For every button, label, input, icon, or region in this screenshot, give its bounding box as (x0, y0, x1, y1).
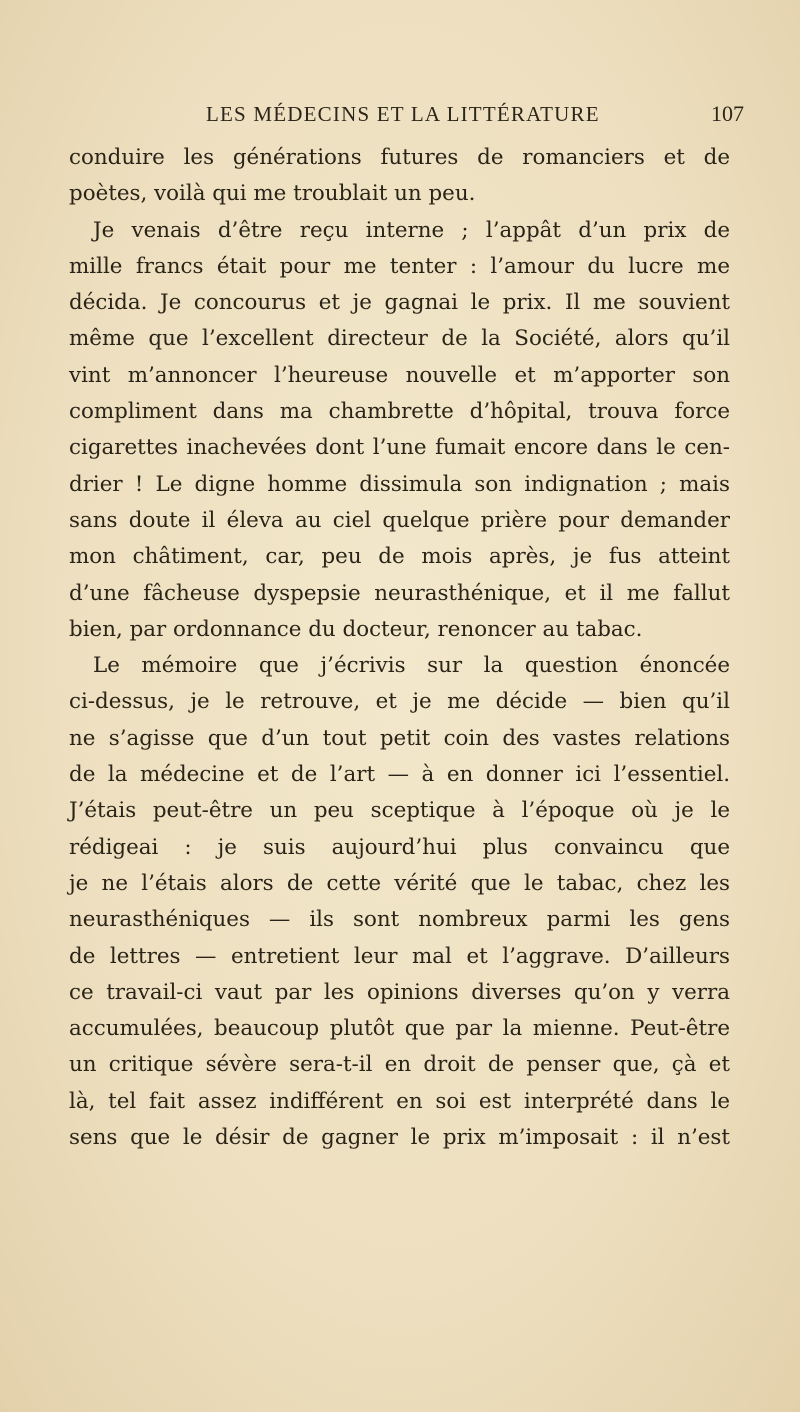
text-line: Le mémoire que j’écrivis sur la question énoncée (93, 653, 730, 679)
text-line: mon châtiment, car, peu de mois après, je fus atteint (69, 544, 730, 570)
text-line: neurasthéniques — ils sont nombreux parmi les gens (69, 907, 730, 933)
text-line: de lettres — entretient leur mal et l’aggrave. D’ailleurs (69, 943, 730, 969)
text-line: décida. Je concourus et je gagnai le prix. Il me souvient (69, 290, 730, 316)
text-line: vint m’annoncer l’heureuse nouvelle et m’apporter son (69, 362, 730, 388)
body-text (69, 140, 730, 1156)
text-line: ci-dessus, je le retrouve, et je me décide — bien qu’il (69, 689, 730, 715)
page-number: 107 (711, 101, 744, 126)
text-line: sens que le désir de gagner le prix m’imposait : il n’est (69, 1125, 730, 1151)
text-line: cigarettes inachevées dont l’une fumait encore dans le cen- (69, 435, 730, 461)
running-head (0, 98, 800, 130)
text-line: J’étais peut-être un peu sceptique à l’époque où je le (69, 798, 730, 824)
text-line: poètes, voilà qui me troublait un peu. (69, 181, 476, 207)
text-line: drier ! Le digne homme dissimula son indignation ; mais (69, 471, 730, 497)
text-line: conduire les générations futures de romanciers et de (69, 145, 730, 170)
text-line: de la médecine et de l’art — à en donner ici l’essentiel. (69, 762, 730, 788)
text-line: d’une fâcheuse dyspepsie neurasthénique, et il me fallut (69, 580, 730, 606)
text-line: sans doute il éleva au ciel quelque prière pour demander (69, 507, 730, 533)
text-line: mille francs était pour me tenter : l’amour du lucre me (69, 253, 730, 279)
text-line: même que l’excellent directeur de la Société, alors qu’il (69, 326, 730, 352)
text-line: ce travail-ci vaut par les opinions diverses qu’on y verra (69, 979, 730, 1005)
text-line: je ne l’étais alors de cette vérité que le tabac, chez les (69, 870, 730, 896)
text-line: Je venais d’être reçu interne ; l’appât d’un prix de (93, 217, 730, 243)
text-line: compliment dans ma chambrette d’hôpital, trouva force (69, 399, 730, 425)
text-line: là, tel fait assez indifférent en soi est interprété dans le (69, 1088, 730, 1114)
text-line: accumulées, beaucoup plutôt que par la mienne. Peut-être (69, 1016, 730, 1042)
text-line: bien, par ordonnance du docteur, renoncer au tabac. (69, 616, 643, 642)
running-title: LES MÉDECINS ET LA LITTÉRATURE (206, 102, 600, 126)
text-line: un critique sévère sera-t-il en droit de penser que, çà et (69, 1052, 730, 1078)
text-line: rédigeai : je suis aujourd’hui plus convaincu que (69, 834, 730, 860)
text-line: ne s’agisse que d’un tout petit coin des vastes relations (69, 725, 730, 751)
